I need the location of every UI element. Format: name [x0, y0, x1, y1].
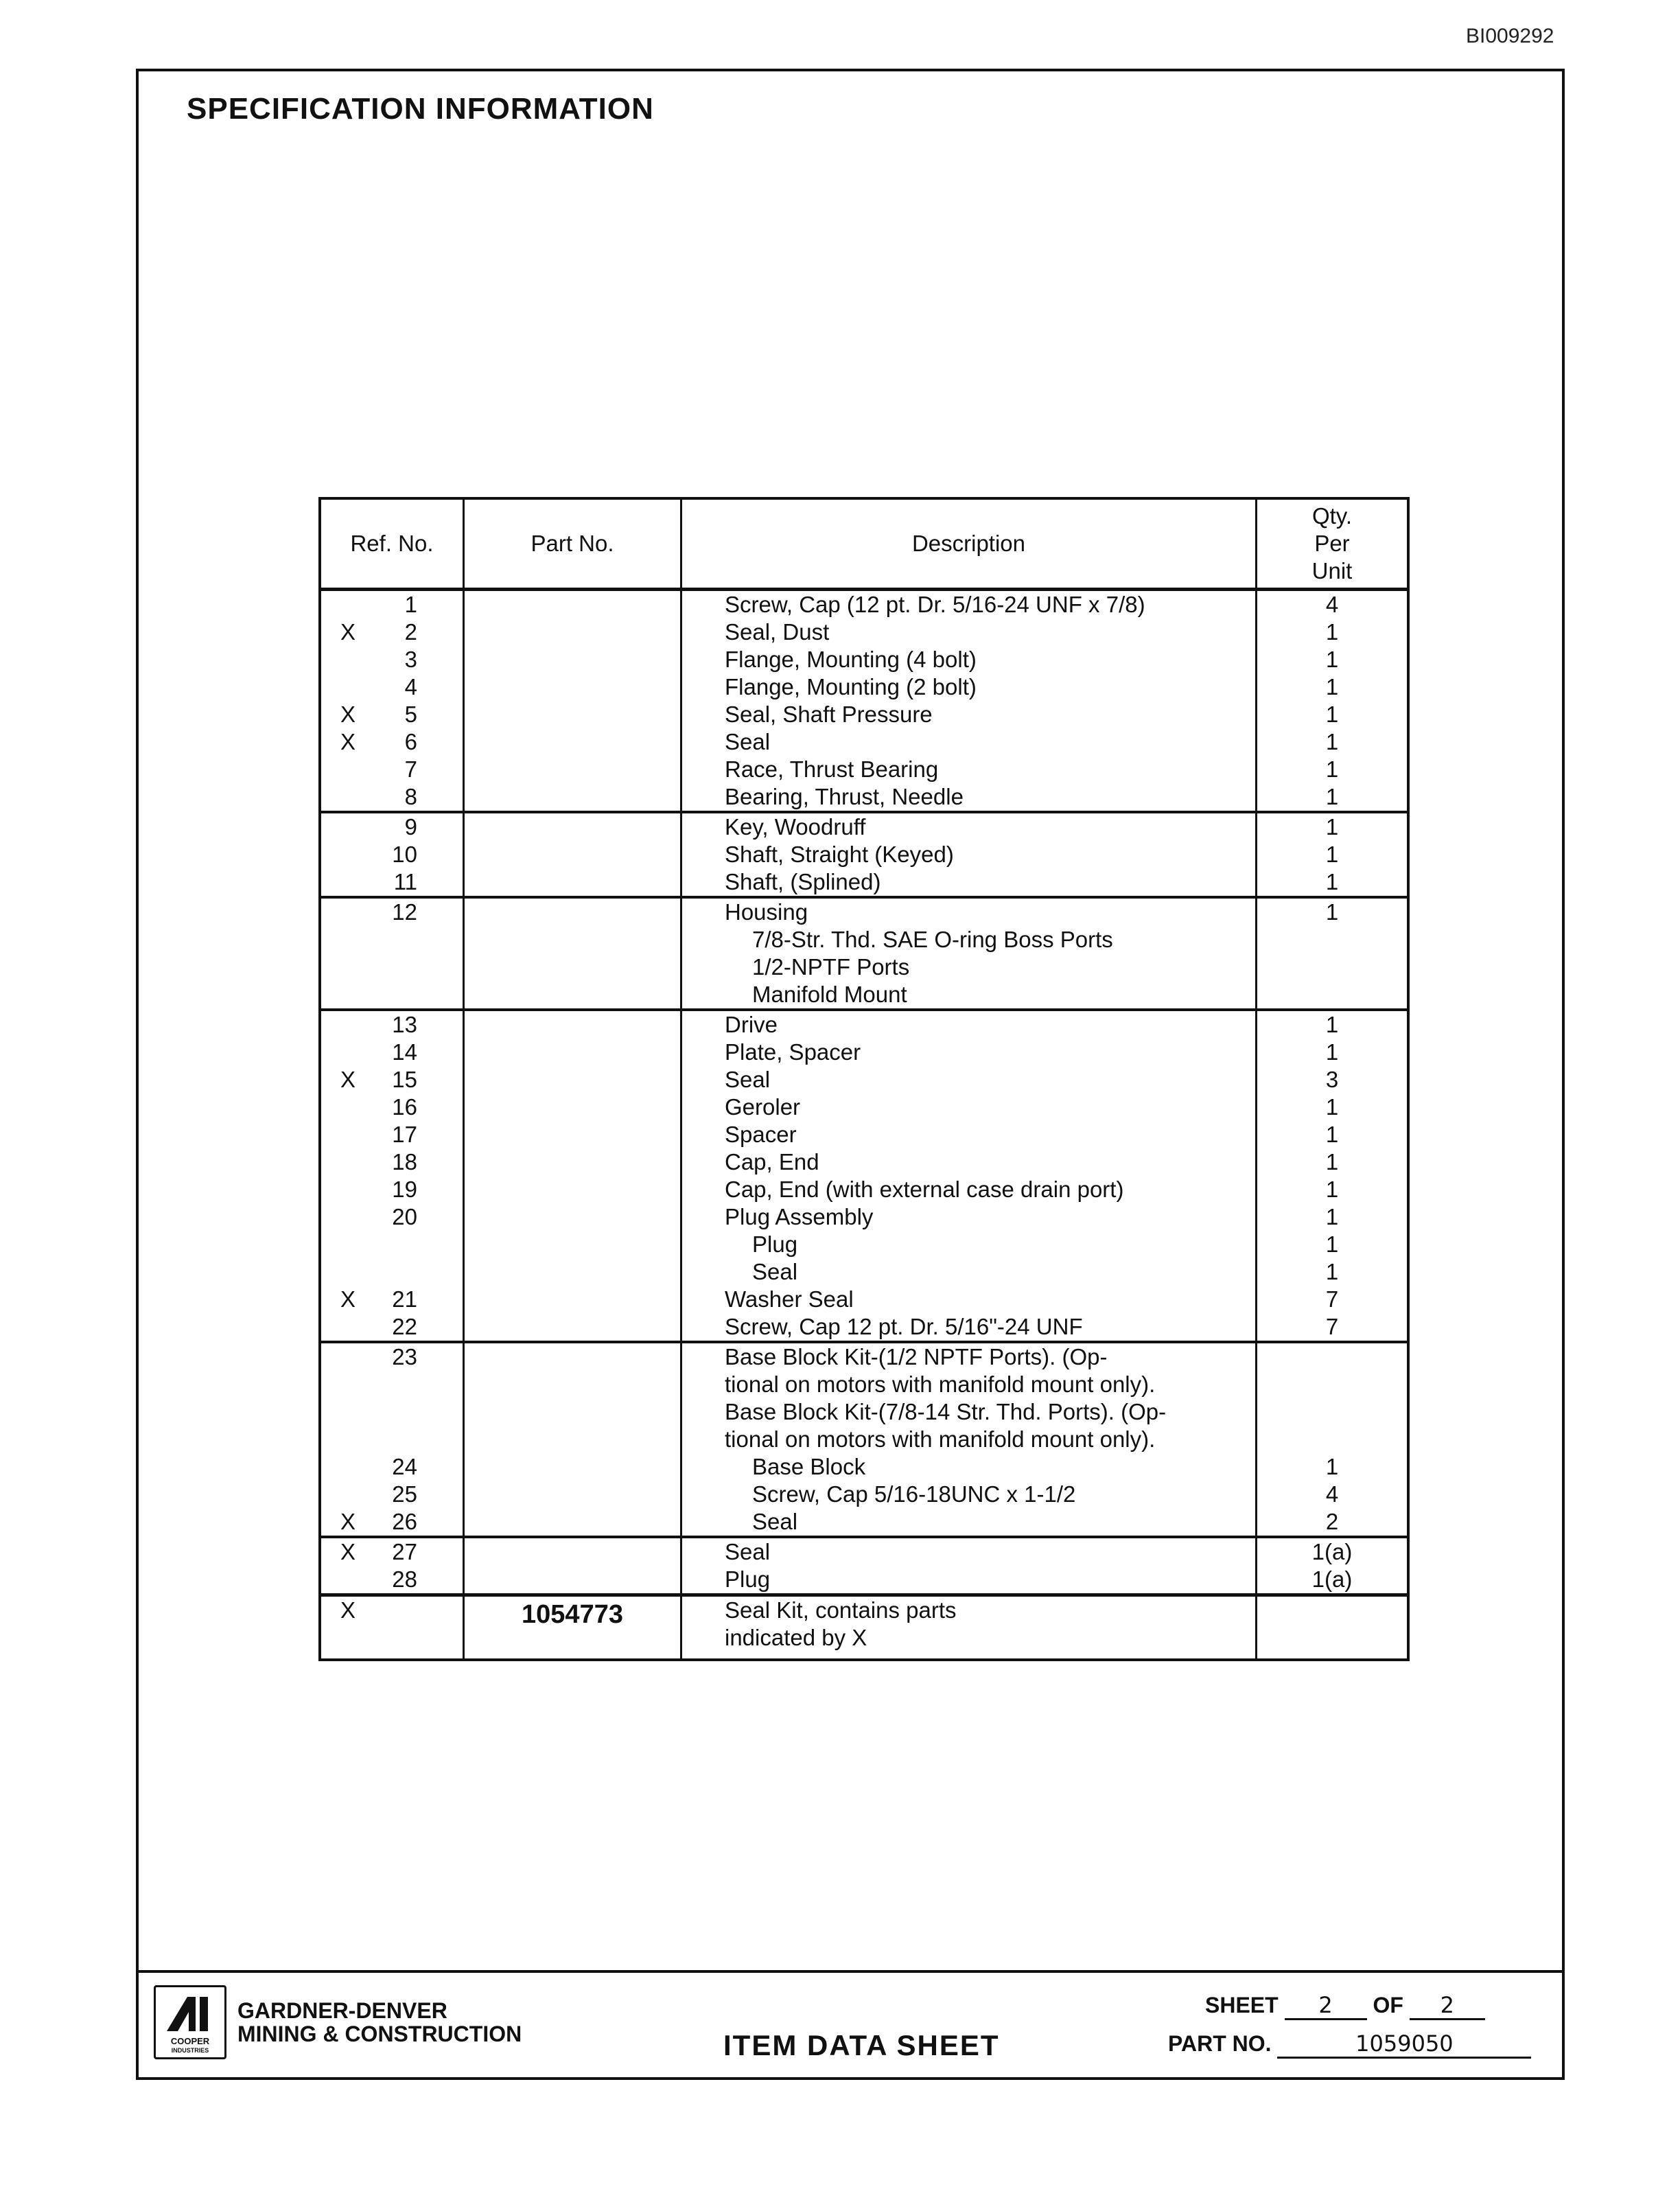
- description-text: Seal, Dust: [725, 619, 830, 645]
- qty-cell: 1: [1257, 1094, 1409, 1121]
- part-no-header: Part No.: [464, 498, 681, 590]
- table-row: [320, 1066, 1408, 1094]
- description-text: Seal: [725, 1067, 771, 1092]
- kit-marker: X: [340, 1509, 356, 1534]
- ref-cell: [320, 926, 464, 953]
- qty-cell: 1: [1257, 1121, 1409, 1148]
- kit-marker: X: [340, 1067, 356, 1092]
- table-row: [320, 783, 1408, 812]
- table-row: [320, 868, 1408, 897]
- description-cell: [681, 1566, 1257, 1595]
- ref-number: 1: [404, 592, 417, 617]
- qty-cell: 1: [1257, 1453, 1409, 1481]
- qty-cell: [1257, 1595, 1409, 1660]
- description-cell: [681, 1094, 1257, 1121]
- ref-number: 10: [392, 842, 417, 867]
- qty-cell: [1257, 953, 1409, 981]
- description-cell: [681, 812, 1257, 841]
- part-no-cell: [464, 1537, 681, 1566]
- ref-number: 16: [392, 1094, 417, 1120]
- qty-cell: [1257, 926, 1409, 953]
- description-cell: [681, 981, 1257, 1010]
- ref-number: 26: [392, 1509, 417, 1534]
- qty-header: [1257, 498, 1409, 590]
- part-no-cell: [464, 1258, 681, 1286]
- part-no-cell: [464, 1176, 681, 1203]
- ref-number: 23: [392, 1344, 417, 1369]
- table-row: [320, 1176, 1408, 1203]
- ref-cell: [320, 1066, 464, 1094]
- ref-cell: [320, 618, 464, 646]
- part-no-cell: [464, 701, 681, 728]
- ref-cell: [320, 1203, 464, 1231]
- part-no-cell: [464, 926, 681, 953]
- ref-number: 5: [404, 702, 417, 727]
- sheet-value: 2: [1285, 1992, 1367, 2020]
- ref-number: 19: [392, 1177, 417, 1202]
- table-row: [320, 646, 1408, 673]
- table-row: [320, 1094, 1408, 1121]
- description-cell: [681, 1371, 1257, 1398]
- qty-cell: 1: [1257, 1010, 1409, 1039]
- ref-cell: [320, 590, 464, 619]
- part-no-cell: [464, 1566, 681, 1595]
- qty-cell: 1(a): [1257, 1566, 1409, 1595]
- ref-cell: [320, 1010, 464, 1039]
- description-cell: [681, 1203, 1257, 1231]
- part-no-cell: [464, 1371, 681, 1398]
- description-cell: [681, 1066, 1257, 1094]
- qty-cell: 1: [1257, 868, 1409, 897]
- part-no-cell: [464, 841, 681, 868]
- ref-cell: [320, 897, 464, 926]
- description-cell: [681, 897, 1257, 926]
- qty-header-line1: Qty.: [1311, 503, 1353, 529]
- part-no-cell: [464, 981, 681, 1010]
- description-cell: [681, 1010, 1257, 1039]
- ref-cell: [320, 1481, 464, 1508]
- table-row: [320, 897, 1408, 926]
- ref-cell: [320, 1371, 464, 1398]
- qty-cell: 7: [1257, 1286, 1409, 1313]
- company-logo: [154, 1985, 226, 2059]
- table-row: [320, 1566, 1408, 1595]
- table-row: [320, 953, 1408, 981]
- part-no-cell: [464, 1010, 681, 1039]
- ref-cell: [320, 953, 464, 981]
- description-cell: [681, 673, 1257, 701]
- qty-cell: 1: [1257, 812, 1409, 841]
- logo-text-industries: INDUSTRIES: [171, 2047, 209, 2054]
- kit-marker: X: [340, 729, 356, 754]
- ref-number: 24: [392, 1454, 417, 1479]
- qty-header-line2: Per: [1314, 531, 1350, 556]
- description-text: Cap, End: [725, 1149, 819, 1174]
- ref-cell: [320, 1398, 464, 1426]
- ref-cell: [320, 981, 464, 1010]
- ref-cell: [320, 841, 464, 868]
- table-row: [320, 756, 1408, 783]
- ref-no-header: Ref. No.: [320, 498, 464, 590]
- qty-cell: 4: [1257, 1481, 1409, 1508]
- kit-marker: X: [340, 702, 356, 727]
- description-cell: [681, 701, 1257, 728]
- description-text: Key, Woodruff: [725, 814, 866, 840]
- part-no-cell: [464, 1313, 681, 1342]
- ref-cell: [320, 1176, 464, 1203]
- table-row: [320, 1371, 1408, 1398]
- logo-mark-icon: [164, 1991, 218, 2034]
- part-no-cell: [464, 1039, 681, 1066]
- description-cell: [681, 1286, 1257, 1313]
- description-cell: [681, 590, 1257, 619]
- qty-cell: 1(a): [1257, 1537, 1409, 1566]
- ref-cell: [320, 756, 464, 783]
- description-cell: [681, 1258, 1257, 1286]
- table-row: [320, 1231, 1408, 1258]
- description-cell: [681, 1426, 1257, 1453]
- part-no-cell: [464, 1066, 681, 1094]
- description-cell: [681, 728, 1257, 756]
- description-text: Drive: [725, 1012, 778, 1037]
- kit-marker: X: [340, 1286, 356, 1312]
- description-cell: [681, 783, 1257, 812]
- kit-description-line2: indicated by X: [725, 1625, 867, 1650]
- part-no-cell: [464, 1148, 681, 1176]
- description-text: Base Block Kit-(7/8-14 Str. Thd. Ports). (Op-: [725, 1399, 1167, 1424]
- document-id: BI009292: [1466, 25, 1554, 47]
- ref-cell: [320, 1121, 464, 1148]
- table-row: [320, 590, 1408, 619]
- description-cell: [681, 1121, 1257, 1148]
- table-row: [320, 1426, 1408, 1453]
- ref-cell: [320, 783, 464, 812]
- company-name-line1: GARDNER-DENVER: [237, 1998, 447, 2023]
- qty-cell: 1: [1257, 618, 1409, 646]
- qty-cell: [1257, 1398, 1409, 1426]
- sheet-total-value: 2: [1410, 1992, 1485, 2020]
- description-cell: [681, 868, 1257, 897]
- kit-marker: X: [340, 619, 356, 645]
- table-row: [320, 1342, 1408, 1371]
- kit-marker: X: [340, 1597, 356, 1623]
- description-text: tional on motors with manifold mount only).: [725, 1372, 1156, 1397]
- qty-cell: 7: [1257, 1313, 1409, 1342]
- description-cell: [681, 618, 1257, 646]
- description-cell: [681, 1231, 1257, 1258]
- kit-marker: X: [340, 1539, 356, 1564]
- ref-cell: [320, 646, 464, 673]
- ref-number: 25: [392, 1481, 417, 1507]
- ref-cell: [320, 701, 464, 728]
- qty-cell: 1: [1257, 701, 1409, 728]
- ref-cell: [320, 1148, 464, 1176]
- description-text: Plug Assembly: [725, 1204, 874, 1229]
- part-no-cell: [464, 756, 681, 783]
- part-no-cell: [464, 953, 681, 981]
- company-name-line2: MINING & CONSTRUCTION: [237, 2022, 522, 2046]
- description-cell: [681, 1398, 1257, 1426]
- qty-header-line3: Unit: [1311, 558, 1353, 583]
- part-no-cell: [464, 590, 681, 619]
- ref-cell: [320, 1258, 464, 1286]
- qty-cell: [1257, 1342, 1409, 1371]
- qty-cell: 1: [1257, 1231, 1409, 1258]
- qty-cell: 1: [1257, 783, 1409, 812]
- part-no-cell: [464, 673, 681, 701]
- description-text: Cap, End (with external case drain port): [725, 1177, 1124, 1202]
- part-no-cell: [464, 1426, 681, 1453]
- qty-cell: 1: [1257, 646, 1409, 673]
- description-cell: [681, 1508, 1257, 1537]
- footer-part-number: [1168, 2030, 1531, 2059]
- part-no-cell: [464, 1508, 681, 1537]
- table-row: [320, 1010, 1408, 1039]
- description-text: Screw, Cap 5/16-18UNC x 1-1/2: [752, 1481, 1076, 1507]
- parts-table-body: [320, 590, 1408, 1660]
- part-no-label: PART NO.: [1168, 2031, 1272, 2056]
- table-row: [320, 1148, 1408, 1176]
- description-text: 7/8-Str. Thd. SAE O-ring Boss Ports: [752, 927, 1113, 952]
- parts-table-header: [320, 498, 1408, 590]
- ref-cell: [320, 728, 464, 756]
- part-no-cell: [464, 1342, 681, 1371]
- description-text: Race, Thrust Bearing: [725, 756, 939, 782]
- description-text: Seal: [725, 1539, 771, 1564]
- parts-table: [318, 497, 1410, 1661]
- qty-cell: 1: [1257, 897, 1409, 926]
- description-cell: [681, 1148, 1257, 1176]
- kit-part-no: 1054773: [464, 1595, 681, 1660]
- description-text: Base Block Kit-(1/2 NPTF Ports). (Op-: [725, 1344, 1108, 1369]
- qty-cell: 1: [1257, 756, 1409, 783]
- part-no-cell: [464, 897, 681, 926]
- part-no-cell: [464, 1481, 681, 1508]
- table-row: [320, 1481, 1408, 1508]
- qty-cell: 4: [1257, 590, 1409, 619]
- description-text: Plate, Spacer: [725, 1039, 861, 1065]
- table-row: [320, 1508, 1408, 1537]
- part-no-cell: [464, 618, 681, 646]
- table-row: [320, 812, 1408, 841]
- table-row: [320, 1121, 1408, 1148]
- description-text: Seal: [752, 1509, 798, 1534]
- qty-cell: [1257, 1371, 1409, 1398]
- seal-kit-row: [320, 1595, 1408, 1660]
- table-row: [320, 981, 1408, 1010]
- table-row: [320, 926, 1408, 953]
- table-row: [320, 1258, 1408, 1286]
- description-cell: [681, 1039, 1257, 1066]
- ref-cell: [320, 812, 464, 841]
- ref-number: 2: [404, 619, 417, 645]
- description-cell: [681, 1481, 1257, 1508]
- description-text: Seal: [725, 729, 771, 754]
- table-row: [320, 618, 1408, 646]
- description-header: Description: [681, 498, 1257, 590]
- sheet-label: SHEET: [1205, 1993, 1279, 2017]
- ref-cell: [320, 1231, 464, 1258]
- part-no-cell: [464, 1203, 681, 1231]
- description-cell: [681, 841, 1257, 868]
- part-no-cell: [464, 1121, 681, 1148]
- description-text: Flange, Mounting (4 bolt): [725, 647, 977, 672]
- part-no-value: 1059050: [1277, 2030, 1531, 2059]
- ref-cell: [320, 1566, 464, 1595]
- document-type: ITEM DATA SHEET: [723, 2029, 1000, 2061]
- kit-description-line1: Seal Kit, contains parts: [725, 1597, 957, 1623]
- description-text: Housing: [725, 899, 808, 925]
- ref-number: 4: [404, 674, 417, 699]
- description-cell: [681, 1176, 1257, 1203]
- part-no-cell: [464, 1453, 681, 1481]
- part-no-cell: [464, 728, 681, 756]
- description-text: Base Block: [752, 1454, 866, 1479]
- ref-number: 8: [404, 784, 417, 809]
- ref-cell: [320, 1094, 464, 1121]
- footer-divider: [139, 1970, 1562, 1973]
- ref-number: 20: [392, 1204, 417, 1229]
- table-row: [320, 1453, 1408, 1481]
- description-cell: [681, 953, 1257, 981]
- part-no-cell: [464, 1231, 681, 1258]
- ref-number: 7: [404, 756, 417, 782]
- qty-cell: 1: [1257, 673, 1409, 701]
- ref-number: 21: [392, 1286, 417, 1312]
- description-text: Seal, Shaft Pressure: [725, 702, 933, 727]
- description-cell: [681, 926, 1257, 953]
- table-row: [320, 1286, 1408, 1313]
- ref-cell: [320, 1595, 464, 1660]
- qty-cell: 2: [1257, 1508, 1409, 1537]
- table-row: [320, 1313, 1408, 1342]
- description-text: Spacer: [725, 1122, 797, 1147]
- description-cell: [681, 1313, 1257, 1342]
- part-no-cell: [464, 783, 681, 812]
- ref-number: 28: [392, 1566, 417, 1592]
- ref-cell: [320, 1537, 464, 1566]
- of-label: OF: [1373, 1993, 1403, 2017]
- company-name: [237, 1999, 522, 2046]
- ref-number: 18: [392, 1149, 417, 1174]
- description-text: Shaft, Straight (Keyed): [725, 842, 954, 867]
- description-text: tional on motors with manifold mount only).: [725, 1426, 1156, 1452]
- part-no-cell: [464, 646, 681, 673]
- ref-number: 22: [392, 1314, 417, 1339]
- qty-cell: [1257, 1426, 1409, 1453]
- description-cell: [681, 1342, 1257, 1371]
- table-row: [320, 1039, 1408, 1066]
- part-no-cell: [464, 1398, 681, 1426]
- description-text: Plug: [725, 1566, 771, 1592]
- description-cell: [681, 1537, 1257, 1566]
- ref-number: 12: [392, 899, 417, 925]
- qty-cell: 1: [1257, 1039, 1409, 1066]
- qty-cell: 1: [1257, 1258, 1409, 1286]
- ref-cell: [320, 1426, 464, 1453]
- description-text: Screw, Cap 12 pt. Dr. 5/16"-24 UNF: [725, 1314, 1083, 1339]
- ref-cell: [320, 1313, 464, 1342]
- ref-number: 15: [392, 1067, 417, 1092]
- description-cell: [681, 1595, 1257, 1660]
- ref-number: 6: [404, 729, 417, 754]
- qty-cell: 1: [1257, 841, 1409, 868]
- table-row: [320, 728, 1408, 756]
- part-no-cell: [464, 1286, 681, 1313]
- table-row: [320, 1398, 1408, 1426]
- ref-cell: [320, 1286, 464, 1313]
- description-cell: [681, 1453, 1257, 1481]
- part-no-cell: [464, 868, 681, 897]
- table-row: [320, 1203, 1408, 1231]
- ref-number: 3: [404, 647, 417, 672]
- sheet-number: [1205, 1992, 1485, 2020]
- description-text: 1/2-NPTF Ports: [752, 954, 910, 980]
- ref-cell: [320, 673, 464, 701]
- part-no-cell: [464, 1094, 681, 1121]
- description-text: Shaft, (Splined): [725, 869, 881, 894]
- description-text: Washer Seal: [725, 1286, 854, 1312]
- specification-title: SPECIFICATION INFORMATION: [187, 92, 654, 126]
- description-cell: [681, 756, 1257, 783]
- ref-cell: [320, 1039, 464, 1066]
- qty-cell: 3: [1257, 1066, 1409, 1094]
- table-row: [320, 673, 1408, 701]
- qty-cell: 1: [1257, 1176, 1409, 1203]
- qty-cell: 1: [1257, 728, 1409, 756]
- part-no-cell: [464, 812, 681, 841]
- description-text: Plug: [752, 1231, 798, 1257]
- ref-number: 9: [404, 814, 417, 840]
- table-row: [320, 701, 1408, 728]
- ref-number: 13: [392, 1012, 417, 1037]
- qty-cell: 1: [1257, 1203, 1409, 1231]
- description-text: Manifold Mount: [752, 982, 907, 1007]
- description-text: Seal: [752, 1259, 798, 1284]
- ref-number: 14: [392, 1039, 417, 1065]
- description-cell: [681, 646, 1257, 673]
- ref-number: 27: [392, 1539, 417, 1564]
- ref-cell: [320, 868, 464, 897]
- ref-number: 11: [393, 869, 417, 894]
- qty-cell: [1257, 981, 1409, 1010]
- description-text: Geroler: [725, 1094, 801, 1120]
- table-row: [320, 1537, 1408, 1566]
- description-text: Flange, Mounting (2 bolt): [725, 674, 977, 699]
- ref-number: 17: [392, 1122, 417, 1147]
- ref-cell: [320, 1453, 464, 1481]
- description-text: Screw, Cap (12 pt. Dr. 5/16-24 UNF x 7/8): [725, 592, 1145, 617]
- logo-text-cooper: COOPER: [170, 2036, 210, 2046]
- table-row: [320, 841, 1408, 868]
- ref-cell: [320, 1342, 464, 1371]
- description-text: Bearing, Thrust, Needle: [725, 784, 964, 809]
- qty-cell: 1: [1257, 1148, 1409, 1176]
- ref-cell: [320, 1508, 464, 1537]
